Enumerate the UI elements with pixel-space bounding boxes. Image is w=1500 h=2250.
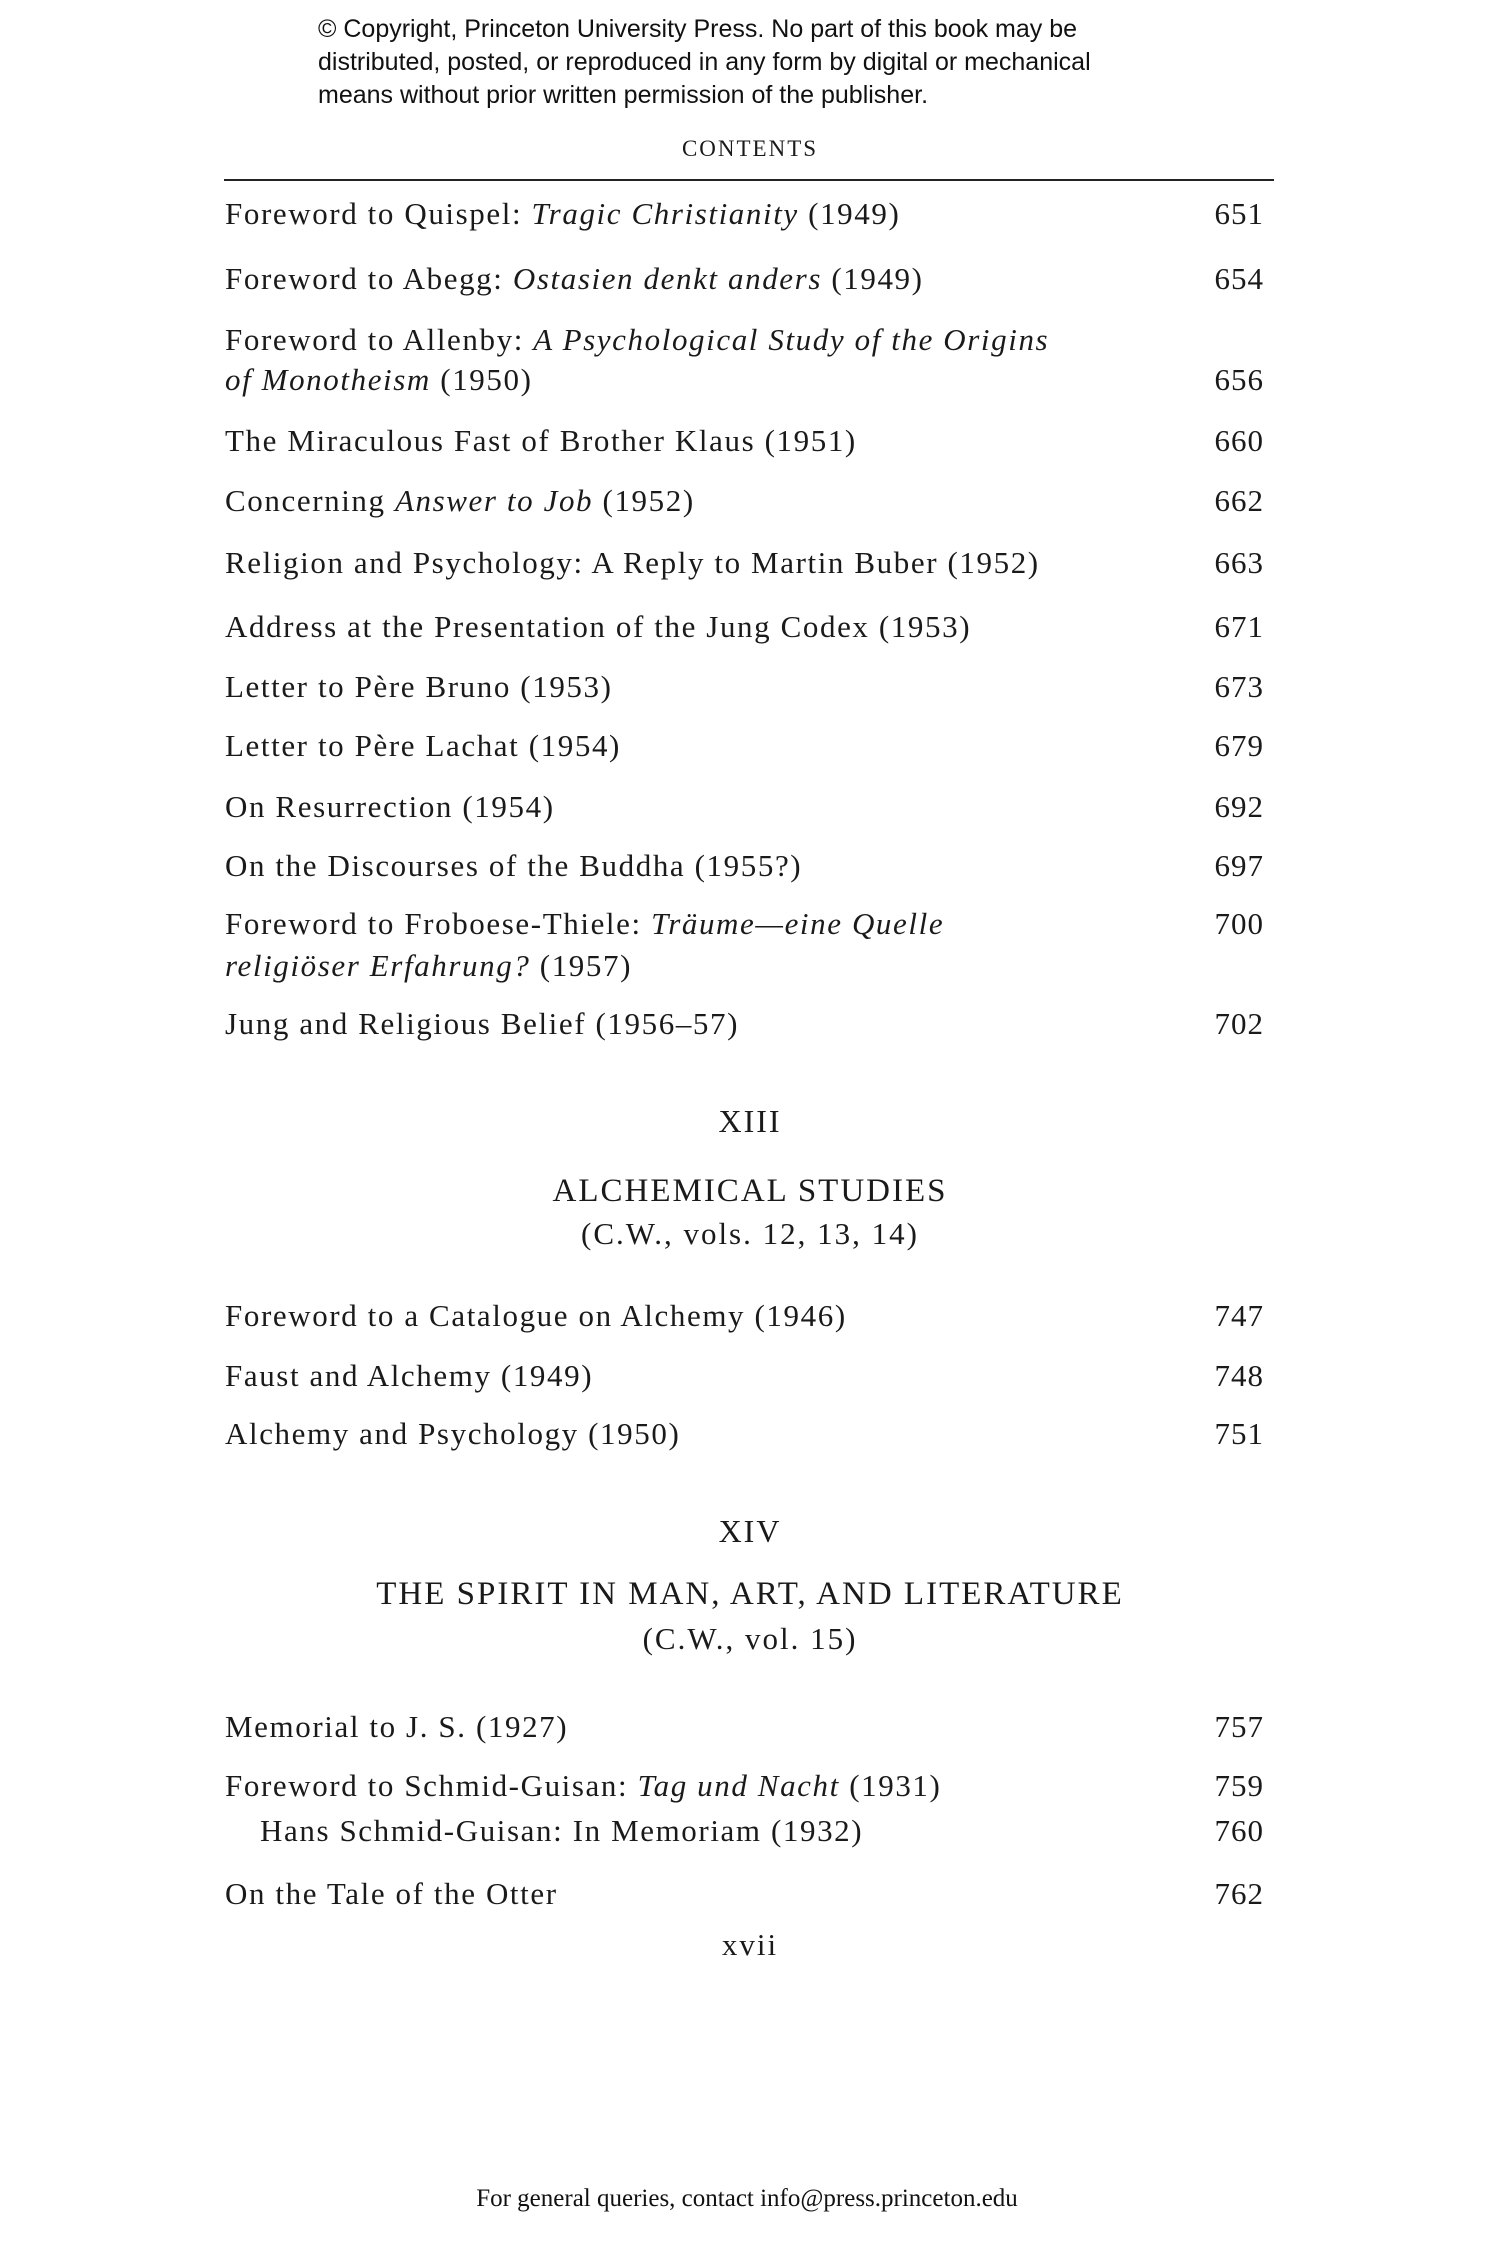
toc-page-number: 679 — [1214, 728, 1264, 763]
toc-page-number: 673 — [1214, 669, 1264, 704]
toc-entry-title — [225, 1876, 558, 1912]
toc-entry-title — [225, 609, 971, 645]
work-title: Tragic Christianity — [531, 196, 799, 231]
toc-page-number: 662 — [1214, 483, 1264, 518]
toc-entry-title — [225, 948, 632, 984]
toc-page-number: 760 — [1214, 1813, 1264, 1848]
copyright-line: means without prior written permission of the publisher. — [318, 81, 929, 109]
toc-entry-title — [225, 1358, 593, 1394]
toc-entry-title — [225, 483, 695, 519]
toc-page-number: 663 — [1214, 545, 1264, 580]
toc-entry-title — [225, 1709, 568, 1745]
section-title: THE SPIRIT IN MAN, ART, AND LITERATURE — [376, 1576, 1124, 1612]
section-subtitle: (C.W., vol. 15) — [642, 1621, 858, 1656]
section-subtitle: (C.W., vols. 12, 13, 14) — [581, 1216, 919, 1251]
entry-text: On Resurrection (1954) — [225, 789, 555, 824]
entry-text: Concerning — [225, 483, 395, 518]
entry-text: (1950) — [430, 362, 533, 397]
entry-text: Foreword to Allenby: — [225, 322, 534, 357]
toc-page-number: 757 — [1214, 1709, 1264, 1744]
toc-page-number: 656 — [1214, 362, 1264, 397]
entry-text: On the Tale of the Otter — [225, 1876, 558, 1911]
copyright-line: distributed, posted, or reproduced in any form by digital or mechanical — [318, 48, 1091, 76]
toc-page-number: 702 — [1214, 1006, 1264, 1041]
entry-text: (1949) — [821, 261, 924, 296]
footer-contact: For general queries, contact info@press.princeton.edu — [476, 2185, 1018, 2212]
toc-entry-title — [225, 261, 924, 297]
toc-page-number: 762 — [1214, 1876, 1264, 1911]
toc-entry-title — [225, 362, 533, 398]
entry-text: Hans Schmid-Guisan: In Memoriam (1932) — [260, 1813, 864, 1848]
toc-page-number: 700 — [1214, 906, 1264, 941]
entry-text: Memorial to J. S. (1927) — [225, 1709, 569, 1744]
entry-text: Foreword to Quispel: — [225, 196, 532, 231]
toc-entry-title — [225, 1768, 941, 1804]
toc-entry-title — [225, 789, 555, 825]
entry-text: Address at the Presentation of the Jung Codex (1953) — [225, 609, 972, 644]
entry-text: Religion and Psychology: A Reply to Martin Buber (1952) — [225, 545, 1040, 580]
work-title: Träume—eine Quelle — [651, 906, 945, 941]
section-title: ALCHEMICAL STUDIES — [552, 1173, 948, 1209]
entry-text: (1931) — [839, 1768, 942, 1803]
toc-entry-title — [225, 1006, 739, 1042]
toc-page-number: 671 — [1214, 609, 1264, 644]
toc-entry-title — [225, 906, 944, 942]
entry-text: (1949) — [798, 196, 901, 231]
work-title: A Psychological Study of the Origins — [533, 322, 1050, 357]
toc-entry-title — [260, 1813, 863, 1849]
running-head: CONTENTS — [681, 136, 819, 161]
toc-entry-title — [225, 196, 900, 232]
entry-text: Faust and Alchemy (1949) — [225, 1358, 594, 1393]
work-title: Answer to Job — [394, 483, 594, 518]
entry-text: Letter to Père Bruno (1953) — [225, 669, 613, 704]
toc-entry-title — [225, 423, 857, 459]
entry-text: Jung and Religious Belief (1956–57) — [225, 1006, 740, 1041]
toc-page-number: 697 — [1214, 848, 1264, 883]
entry-text: Letter to Père Lachat (1954) — [225, 728, 621, 763]
page-folio: xvii — [721, 1927, 779, 1962]
work-title: Ostasien denkt anders — [512, 261, 822, 296]
toc-page-number: 759 — [1214, 1768, 1264, 1803]
toc-page-number: 747 — [1214, 1298, 1264, 1333]
section-numeral: XIII — [718, 1103, 782, 1139]
entry-text: (1952) — [593, 483, 695, 518]
entry-text: The Miraculous Fast of Brother Klaus (1951) — [225, 423, 857, 458]
toc-entry-title — [225, 545, 1040, 581]
entry-text: Foreword to Schmid-Guisan: — [225, 1768, 638, 1803]
toc-page-number: 654 — [1214, 261, 1264, 296]
toc-page-number: 692 — [1214, 789, 1264, 824]
entry-text: Foreword to Abegg: — [225, 261, 513, 296]
toc-page-number: 751 — [1214, 1416, 1264, 1451]
toc-entry-title — [225, 728, 621, 764]
entry-text: Foreword to Froboese-Thiele: — [225, 906, 652, 941]
work-title: Tag und Nacht — [637, 1768, 840, 1803]
entry-text: On the Discourses of the Buddha (1955?) — [225, 848, 803, 883]
toc-entry-title — [225, 669, 613, 705]
copyright-line: © Copyright, Princeton University Press. No part of this book may be — [318, 15, 1078, 43]
work-title: of Monotheism — [225, 362, 431, 397]
toc-entry-title — [225, 322, 1049, 358]
toc-page-number: 660 — [1214, 423, 1264, 458]
toc-entry-title — [225, 1298, 847, 1334]
entry-text: (1957) — [530, 948, 633, 983]
header-rule — [224, 179, 1274, 181]
toc-entry-title — [225, 1416, 680, 1452]
entry-text: Alchemy and Psychology (1950) — [225, 1416, 681, 1451]
toc-page-number: 651 — [1214, 196, 1264, 231]
toc-page-number: 748 — [1214, 1358, 1264, 1393]
entry-text: Foreword to a Catalogue on Alchemy (1946) — [225, 1298, 847, 1333]
toc-entry-title — [225, 848, 802, 884]
work-title: religiöser Erfahrung? — [225, 948, 531, 983]
section-numeral: XIV — [718, 1513, 782, 1549]
